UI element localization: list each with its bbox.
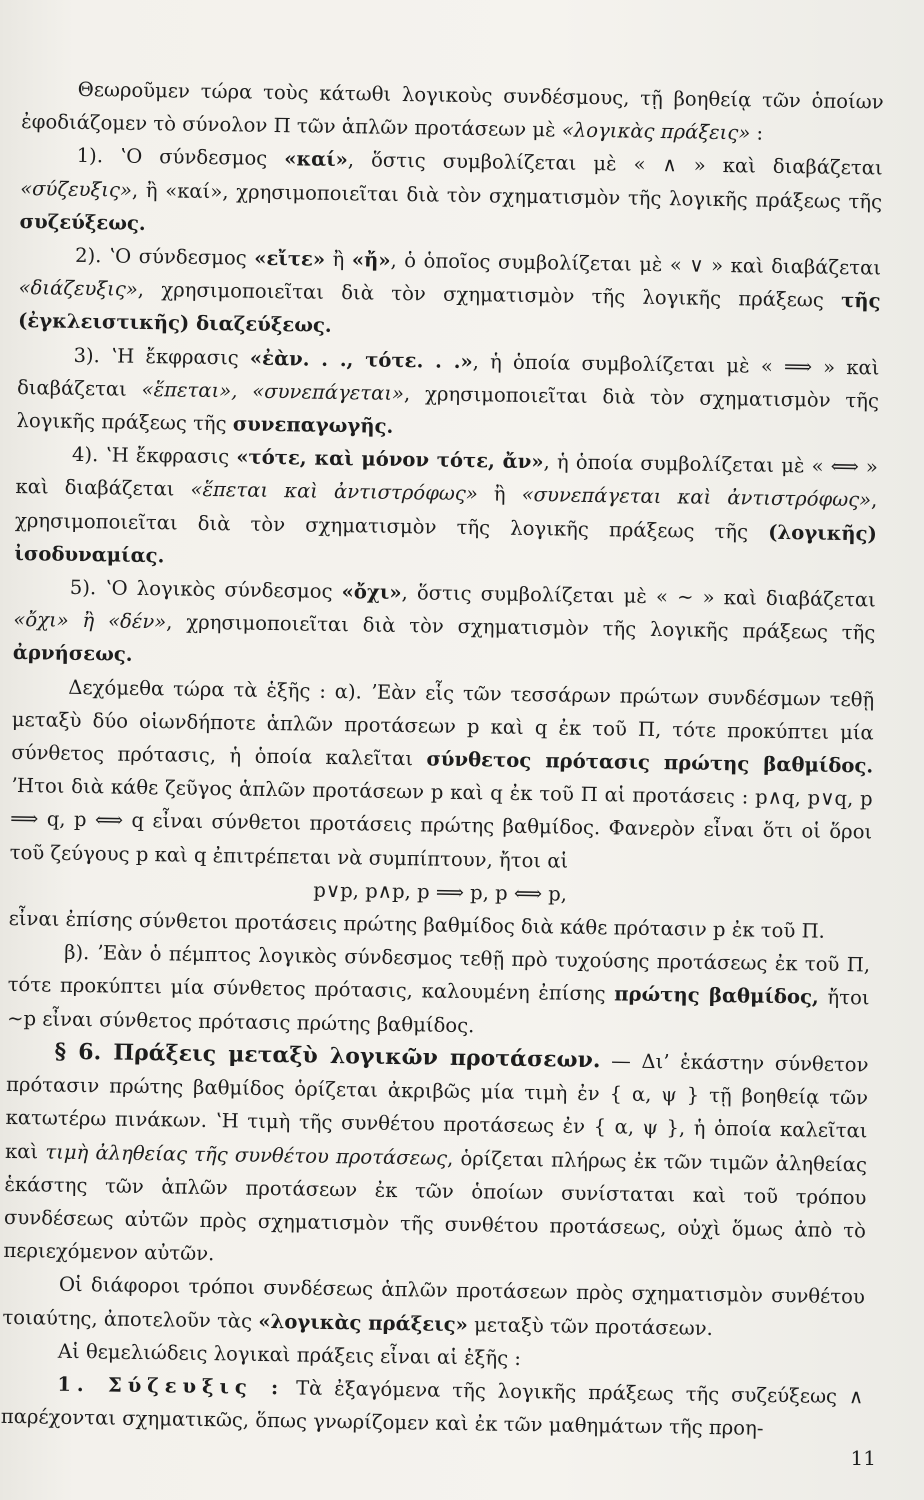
text-span: «ὄχι» ἢ «δέν» (13, 608, 167, 634)
conjunction-paragraph (1, 1367, 864, 1447)
text-span: «ἕπεται», «συνεπάγεται» (141, 377, 405, 405)
text-span: , ὁ ὁποῖος συμβολίζεται μὲ « ∨ » καὶ διαβάζεται (390, 248, 882, 280)
text-span: ἀρνήσεως. (12, 641, 133, 667)
text-span: 4). ʽΗ ἔκφρασις (71, 443, 237, 469)
text-span: , ὅστις συμβολίζεται μὲ « ∼ » καὶ διαβάζεται (401, 581, 876, 612)
text-span: πρώτης βαθμίδος, (614, 982, 819, 1010)
text-span: «συνεπάγεται καὶ ἀντιστρόφως» (521, 483, 872, 512)
text-span: , χρησιμοποιεῖται διὰ τὸν σχηματισμὸν τῆς λογικῆς πράξεως τῆς (14, 488, 878, 544)
beta-paragraph (7, 935, 870, 1048)
text-span: , χρησιμοποιεῖται διὰ τὸν σχηματισμὸν τῆς λογικῆς πράξεως (137, 278, 842, 313)
text-span: 5). ʽΟ λογικὸς σύνδεσμος (69, 575, 342, 604)
text-span: β). ʼΕὰν ὁ πέμπτος λογικὸς σύνδεσμος τεθῇ πρὸ τυχούσης προτάσεως ἐκ τοῦ Π, τότε προκύπτει μία σύνθετος πρότασις, καλουμένη ἐπίσης (7, 941, 871, 1006)
text-span: , ἡ ὁποία συμβολίζεται μὲ « ⟺ » καὶ διαβάζεται (15, 450, 879, 502)
text-span: 2). ʽΟ σύνδεσμος (74, 243, 255, 270)
text-span: — Δι’ ἑκάστην σύνθετον πρότασιν πρώτης βαθμίδος ὁρίζεται ἀκριβῶς μία τιμὴ ἐν { α, ψ } τῇ βοηθείᾳ τῶν κατωτέρω πινάκων. ʽΗ τιμὴ τῆς συνθέτου προτάσεως ἐν { α, ψ }, ἡ ὁποία καλεῖται καὶ (4, 1049, 869, 1163)
text-span: (λογικῆς) ἰσοδυναμίας. (14, 520, 878, 568)
text-span: συνεπαγωγῆς. (232, 412, 394, 438)
page-number: 11 (850, 1446, 876, 1470)
text-span: , χρησιμοποιεῖται διὰ τὸν σχηματισμὸν τῆς λογικῆς πράξεως τῆς (166, 610, 876, 645)
text-span: 1). ʽΟ σύνδεσμος (76, 144, 285, 171)
text-span: «λογικὰς πράξεις» (258, 1309, 469, 1336)
text-span: «τότε, καὶ μόνον τότε, ἄν» (236, 445, 544, 474)
page-text (1, 72, 884, 1447)
text-span: «διάζευξις» (18, 276, 138, 302)
text-span: Δεχόμεθα τώρα τὰ ἑξῆς : α). ʼΕὰν εἷς τῶν τεσσάρων πρώτων συνδέσμων τεθῇ μεταξὺ δύο οἱωνδήποτε ἁπλῶν προτάσεων p καὶ q ἐκ τοῦ Π, τότε προκύπτει μία σύνθετος πρότασις, ἡ ὁποία καλεῖται (11, 675, 875, 771)
text-span: , ὅστις συμβολίζεται μὲ « ∧ » καὶ διαβάζεται (347, 148, 883, 180)
section-6-paragraph (3, 1035, 869, 1281)
text-span: «σύζευξις» (19, 176, 133, 202)
acceptance-paragraph (9, 670, 874, 883)
text-span: ʼΗτοι διὰ κάθε ζεῦγος ἁπλῶν προτάσεων p καὶ q ἐκ τοῦ Π αἱ προτάσεις : p∧q, p∨q, p ⟹ q, p ⟺ q εἶναι σύνθετοι προτάσεις πρώτης βαθμίδος. Φανερὸν εἶναι ὅτι οἱ ὅροι τοῦ ζεύγους p καὶ q ἐπιτρέπεται νὰ συμπίπτουν, ἤτοι αἱ (9, 774, 873, 873)
connective-4 (14, 437, 878, 583)
text-span: , χρησιμοποιεῖται διὰ τὸν σχηματισμὸν τῆς λογικῆς πράξεως τῆς (16, 381, 880, 436)
connective-1 (19, 138, 882, 251)
text-span: ἢ (324, 247, 353, 272)
text-span: «εἴτε» (254, 246, 326, 271)
text-span: «ἕπεται καὶ ἀντιστρόφως» (190, 478, 479, 506)
conjunction-label: 1. Σύζευξις : (57, 1372, 285, 1400)
text-span: σύνθετος πρότασις πρώτης βαθμίδος. (426, 747, 874, 778)
text-span: «ὄχι» (341, 580, 402, 605)
text-span: «ἐὰν. . ., τότε. . .» (249, 346, 473, 373)
text-span: τιμὴ ἀληθείας τῆς συνθέτου προτάσεως (45, 1140, 448, 1170)
text-span: Οἱ διάφοροι τρόποι συνδέσεως ἁπλῶν προτάσεων πρὸς σχηματισμὸν συνθέτου τοιαύτης, ἀποτελοῦν τὰς (2, 1273, 866, 1333)
text-span: 3). ʽΗ ἔκφρασις (73, 343, 251, 370)
connective-3 (16, 338, 879, 451)
text-span: , ἡ ὁποία συμβολίζεται μὲ « ⟹ » καὶ διαβάζεται (16, 349, 880, 401)
basic-operations-line: Αἱ θεμελιώδεις λογικαὶ πράξεις εἶναι αἱ ἑξῆς : (57, 1339, 522, 1370)
text-span: «καί» (283, 147, 349, 172)
text-span: Τὰ ἐξαγόμενα τῆς λογικῆς πράξεως τῆς συζεύξεως ∧ παρέχονται σχηματικῶς, ὅπως γνωρίζομεν καὶ ἐκ τῶν μαθημάτων τῆς προη- (0, 1376, 864, 1440)
text-span: , ἢ «καί», χρησιμοποιεῖται διὰ τὸν σχηματισμὸν τῆς λογικῆς πράξεως τῆς (131, 178, 883, 214)
text-span: συζεύξεως. (19, 209, 146, 235)
text-span: ἤτοι ∼p εἶναι σύνθετος πρότασις πρώτης βαθμίδος. (6, 986, 870, 1037)
text-span: «λογικὰς πράξεις» (561, 118, 751, 145)
connective-2 (18, 238, 881, 351)
section-title: § 6. Πράξεις μεταξὺ λογικῶν προτάσεων. (54, 1038, 601, 1074)
text-span: «ἤ» (351, 248, 391, 272)
text-span: Θεωροῦμεν τώρα τοὺς κάτωθι λογικοὺς συνδέσμους, τῇ βοηθείᾳ τῶν ὁποίων ἐφοδιάζομεν τὸ σύνολον Π τῶν ἁπλῶν προτάσεων μὲ (21, 77, 884, 142)
connective-5 (13, 570, 876, 683)
formula-line: p∨p, p∧p, p ⟹ p, p ⟺ p, (313, 878, 568, 906)
text-span: τῆς (ἐγκλειστικῆς) διαζεύξεως. (17, 289, 881, 338)
text-span: ἢ (477, 482, 522, 507)
text-span: , ὁρίζεται πλήρως ἐκ τῶν τιμῶν ἀληθείας ἑκάστης τῶν ἁπλῶν προτάσεων ἐκ τῶν ὁποίων συνίσταται καὶ τοῦ τρόπου συνδέσεως αὐτῶν πρὸς σχηματισμὸν τῆς συνθέτου προτάσεως, οὐχὶ ὅμως ἀπὸ τὸ περιεχόμενον αὐτῶν. (3, 1146, 868, 1266)
text-span: μεταξὺ τῶν προτάσεων. (467, 1312, 714, 1340)
text-span: : (750, 121, 764, 145)
after-formula-line: εἶναι ἐπίσης σύνθετοι προτάσεις πρώτης βαθμίδος διὰ κάθε πρότασιν p ἐκ τοῦ Π. (8, 906, 826, 943)
